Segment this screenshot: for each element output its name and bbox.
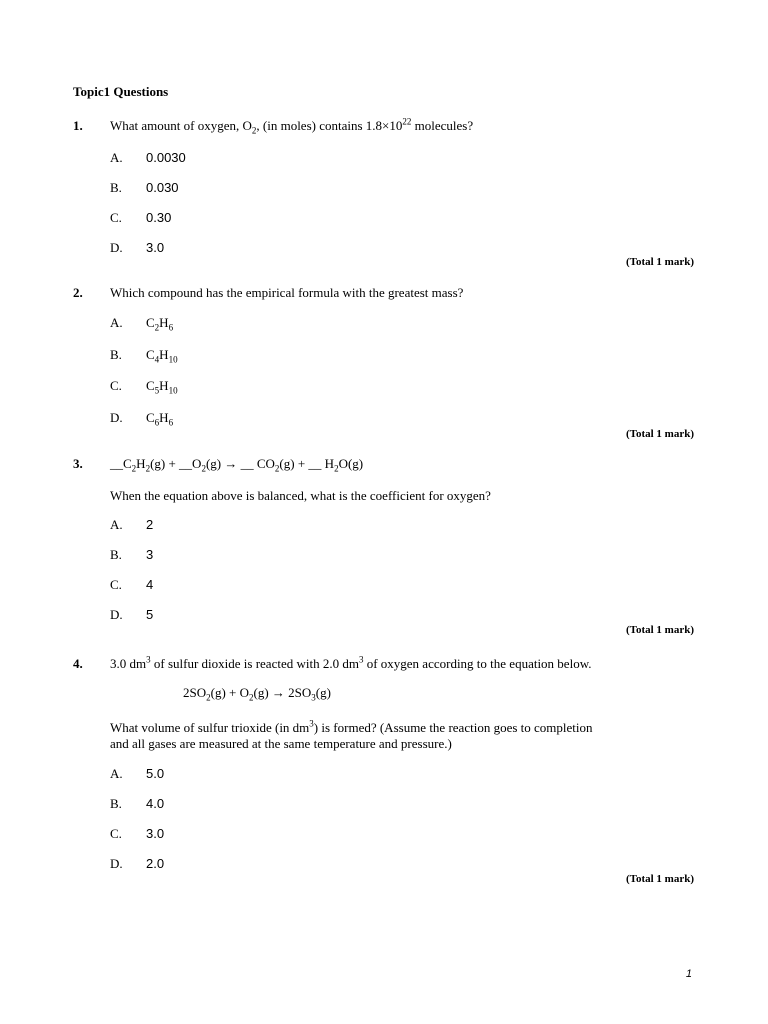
- q4-option-c-letter: C.: [110, 826, 122, 841]
- question-3-number: 3.: [73, 456, 83, 471]
- q3-option-a-value: 2: [146, 517, 154, 532]
- page-number: 1: [685, 968, 692, 980]
- page-title: Topic1 Questions: [73, 84, 169, 99]
- q2-option-a-formula: $C_2H_6$: [146, 315, 174, 333]
- question-2-text: Which compound has the empirical formula with the greatest mass?: [110, 285, 464, 300]
- question-3-text: When the equation above is balanced, what is the coefficient for oxygen?: [110, 488, 491, 503]
- q2-option-b-letter: B.: [110, 347, 122, 362]
- q1-total-mark: (Total 1 mark): [625, 256, 694, 268]
- q4-option-a-letter: A.: [110, 766, 123, 781]
- q4-option-d-letter: D.: [110, 856, 123, 871]
- q4-option-d-value: 2.0: [146, 856, 165, 871]
- q2-option-c-formula: $C_5H_{10}$: [146, 378, 178, 396]
- q1-option-c-letter: C.: [110, 210, 122, 225]
- question-4-line-2: What volume of sulfur trioxide (in $dm^3$) is formed? (Assume the reaction goes to completion: [110, 718, 593, 735]
- q1-option-c-value: 0.30: [146, 210, 172, 225]
- q3-option-b-letter: B.: [110, 547, 122, 562]
- q1-option-d-letter: D.: [110, 240, 123, 255]
- q1-option-a-value: 0.0030: [146, 150, 186, 165]
- q4-option-a-value: 5.0: [146, 766, 165, 781]
- q1-option-d-value: 3.0: [146, 240, 165, 255]
- q4-option-b-letter: B.: [110, 796, 122, 811]
- q3-total-mark: (Total 1 mark): [625, 624, 694, 636]
- question-2-number: 2.: [73, 285, 83, 300]
- q3-option-d-value: 5: [146, 607, 154, 622]
- q4-total-mark: (Total 1 mark): [625, 873, 694, 885]
- q3-option-a-letter: A.: [110, 517, 123, 532]
- q3-option-c-value: 4: [146, 577, 154, 592]
- q2-option-d-formula: $C_6H_6$: [146, 410, 174, 428]
- question-4-line-1: 3.0 $dm^3$ of sulfur dioxide is reacted with 2.0 $dm^3$ of oxygen according to the equation below.: [110, 654, 592, 671]
- q2-option-b-formula: $C_4H_{10}$: [146, 347, 178, 365]
- q1-option-b-value: 0.030: [146, 180, 179, 195]
- question-1-text: What amount of oxygen, $O_2$, (in moles) contains $1.8\times 10^{22}$ molecules?: [110, 116, 474, 136]
- question-4-equation: $2SO_2(g) + O_2(g) \to 2SO_3(g)$: [183, 685, 331, 703]
- q2-total-mark: (Total 1 mark): [625, 428, 694, 440]
- question-4-line-3: and all gases are measured at the same temperature and pressure.): [110, 736, 452, 751]
- q4-option-b-value: 4.0: [146, 796, 165, 811]
- q3-option-d-letter: D.: [110, 607, 123, 622]
- q3-option-c-letter: C.: [110, 577, 122, 592]
- q2-option-d-letter: D.: [110, 410, 123, 425]
- q1-option-b-letter: B.: [110, 180, 122, 195]
- question-3-equation: $\_\_C_2H_2(g)$ + $\_\_O_2(g)$ → __ $CO_2(g)$ + __ $H_2O(g)$: [110, 456, 364, 474]
- q2-option-a-letter: A.: [110, 315, 123, 330]
- q1-option-a-letter: A.: [110, 150, 123, 165]
- question-1-number: 1.: [73, 118, 83, 133]
- q4-option-c-value: 3.0: [146, 826, 165, 841]
- q2-option-c-letter: C.: [110, 378, 122, 393]
- question-4-number: 4.: [73, 656, 83, 671]
- q3-option-b-value: 3: [146, 547, 154, 562]
